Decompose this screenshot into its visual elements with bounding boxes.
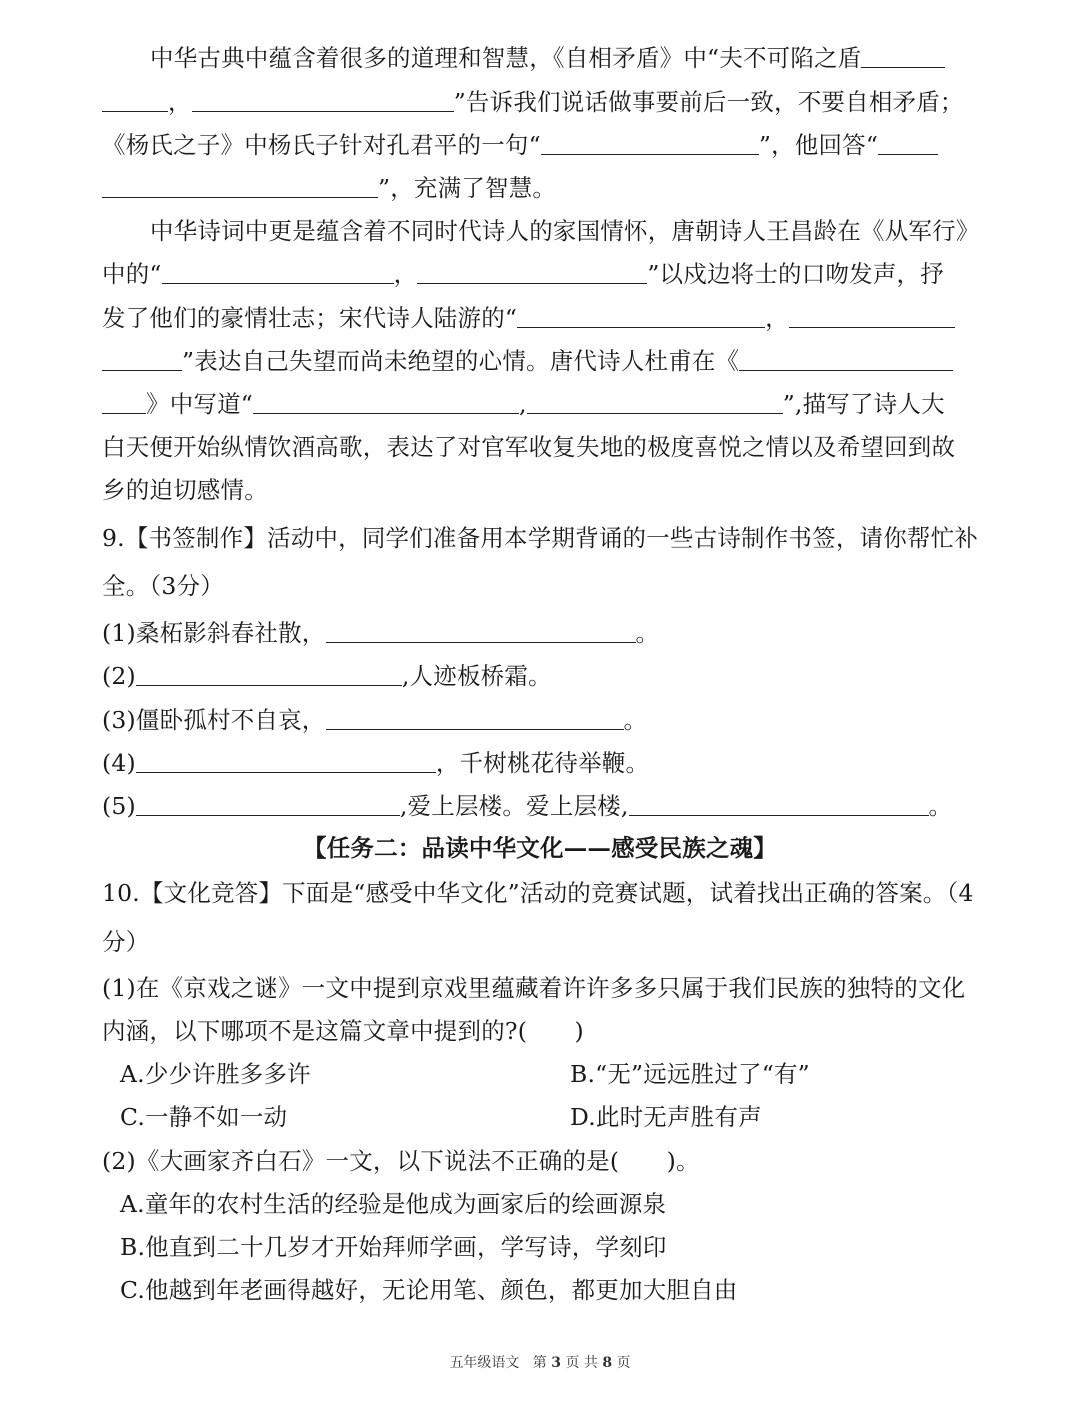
- option-a[interactable]: A.童年的农村生活的经验是他成为画家后的绘画源泉: [120, 1190, 667, 1218]
- option-c[interactable]: C.一静不如一动: [120, 1103, 288, 1131]
- answer-blank[interactable]: [162, 261, 394, 284]
- option-b[interactable]: B.“无”远远胜过了“有”: [570, 1060, 810, 1088]
- text: 全。（3分）: [102, 572, 224, 600]
- text: (4): [102, 749, 136, 777]
- p2-line7: [102, 474, 980, 506]
- p1-line4: [102, 172, 980, 204]
- answer-blank[interactable]: [527, 391, 783, 414]
- footer-text: 第: [532, 1355, 547, 1371]
- text: ”告诉我们说话做事要前后一致，不要自相矛盾；: [453, 88, 964, 116]
- text: ,人迹板桥霜。: [401, 662, 552, 690]
- p2-line6: [102, 431, 980, 463]
- footer-subject: 五年级语文: [449, 1355, 520, 1371]
- q9-stem-line2: [102, 570, 980, 602]
- p2-line2: [102, 258, 980, 290]
- option-a[interactable]: A.少少许胜多多许: [120, 1060, 311, 1088]
- text: ，: [765, 304, 789, 332]
- footer-text: 页: [616, 1355, 631, 1371]
- answer-blank[interactable]: [417, 261, 647, 284]
- q9-stem-line1: [102, 522, 980, 554]
- answer-blank[interactable]: [326, 620, 636, 643]
- text: (3)僵卧孤村不自哀，: [102, 706, 326, 734]
- text: ”，他回答“: [758, 131, 879, 159]
- text: 《杨氏之子》中杨氏子针对孔君平的一句“: [102, 131, 541, 159]
- q10-sub1-line1: [102, 972, 980, 1004]
- text: 10.【文化竞答】下面是“感受中华文化”活动的竞赛试题，试着找出正确的答案。（4: [102, 879, 974, 907]
- text: 分）: [102, 928, 150, 956]
- answer-blank[interactable]: [192, 89, 454, 112]
- option-b[interactable]: B.他直到二十几岁才开始拜师学画，学写诗，学刻印: [120, 1233, 667, 1261]
- text: (5): [102, 792, 136, 820]
- text: 。: [635, 619, 660, 647]
- option-c[interactable]: C.他越到年老画得越好，无论用笔、颜色，都更加大胆自由: [120, 1276, 738, 1304]
- q9-item1: [102, 617, 980, 649]
- p2-line4: [102, 345, 980, 377]
- text: ，: [393, 260, 418, 288]
- text: 白天便开始纵情饮酒高歌，表达了对官军收复失地的极度喜悦之情以及希望回到故: [102, 433, 956, 461]
- text: ,: [519, 390, 527, 418]
- q9-item4: [102, 747, 980, 779]
- page-footer: [0, 1352, 1080, 1372]
- answer-blank[interactable]: [102, 89, 168, 112]
- footer-text: 页 共: [565, 1355, 598, 1371]
- task2-heading: 【任务二：品读中华文化——感受民族之魂】: [303, 834, 777, 862]
- answer-blank[interactable]: [102, 391, 146, 414]
- p2-line1: [150, 215, 980, 247]
- text: ”，充满了智慧。: [378, 174, 557, 202]
- text: (1)在《京戏之谜》一文中提到京戏里蕴藏着许许多多只属于我们民族的独特的文化: [102, 974, 966, 1002]
- p1-line2: [102, 86, 980, 118]
- text: 乡的迫切感情。: [102, 476, 268, 504]
- text: 。: [928, 792, 953, 820]
- p2-line5: [102, 388, 980, 420]
- text: 中华诗词中更是蕴含着不同时代诗人的家国情怀，唐朝诗人王昌龄在《从军行》: [150, 217, 980, 245]
- q9-item3: [102, 704, 980, 736]
- q10-stem-line1: [102, 877, 980, 909]
- answer-blank[interactable]: [102, 175, 378, 198]
- answer-blank[interactable]: [136, 793, 400, 816]
- text: ，: [168, 88, 192, 116]
- text: ，千树桃花待举鞭。: [435, 749, 650, 777]
- footer-page-number: 3: [551, 1355, 561, 1371]
- text: ”以戍边将士的口吻发声，抒: [647, 260, 944, 288]
- text: 。: [623, 706, 648, 734]
- text: 发了他们的豪情壮志；宋代诗人陆游的“: [102, 304, 518, 332]
- footer-total-pages: 8: [602, 1355, 613, 1371]
- answer-blank[interactable]: [136, 750, 436, 773]
- answer-blank[interactable]: [739, 348, 953, 371]
- q10-sub2-line1: [102, 1145, 980, 1177]
- text: 内涵，以下哪项不是这篇文章中提到的?( ): [102, 1017, 584, 1045]
- q10-stem-line2: [102, 926, 980, 958]
- text: (2): [102, 662, 136, 690]
- answer-blank[interactable]: [136, 663, 402, 686]
- answer-blank[interactable]: [629, 793, 929, 816]
- text: ”表达自己失望而尚未绝望的心情。唐代诗人杜甫在《: [182, 347, 740, 375]
- answer-blank[interactable]: [789, 305, 955, 328]
- answer-blank[interactable]: [861, 45, 945, 68]
- answer-blank[interactable]: [253, 391, 519, 414]
- text: (2)《大画家齐白石》一文，以下说法不正确的是( )。: [102, 1147, 700, 1175]
- answer-blank[interactable]: [541, 132, 759, 155]
- option-d[interactable]: D.此时无声胜有声: [570, 1103, 762, 1131]
- q9-item2: [102, 660, 980, 692]
- q10-sub1-line2: [102, 1015, 980, 1047]
- answer-blank[interactable]: [878, 132, 938, 155]
- text: 9.【书签制作】活动中，同学们准备用本学期背诵的一些古诗制作书签，请你帮忙补: [102, 524, 979, 552]
- text: 中的“: [102, 260, 162, 288]
- q9-item5: [102, 790, 980, 822]
- p2-line3: [102, 302, 980, 334]
- text: ,爱上层楼。爱上层楼,: [399, 792, 629, 820]
- text: (1)桑柘影斜春社散，: [102, 619, 326, 647]
- answer-blank[interactable]: [326, 707, 624, 730]
- p1-line3: [102, 129, 980, 161]
- text: ”,描写了诗人大: [782, 390, 945, 418]
- answer-blank[interactable]: [102, 348, 182, 371]
- text: 》中写道“: [146, 390, 254, 418]
- text: 中华古典中蕴含着很多的道理和智慧，《自相矛盾》中“夫不可陷之盾: [150, 44, 862, 72]
- p1-line1: [150, 42, 980, 74]
- answer-blank[interactable]: [517, 305, 765, 328]
